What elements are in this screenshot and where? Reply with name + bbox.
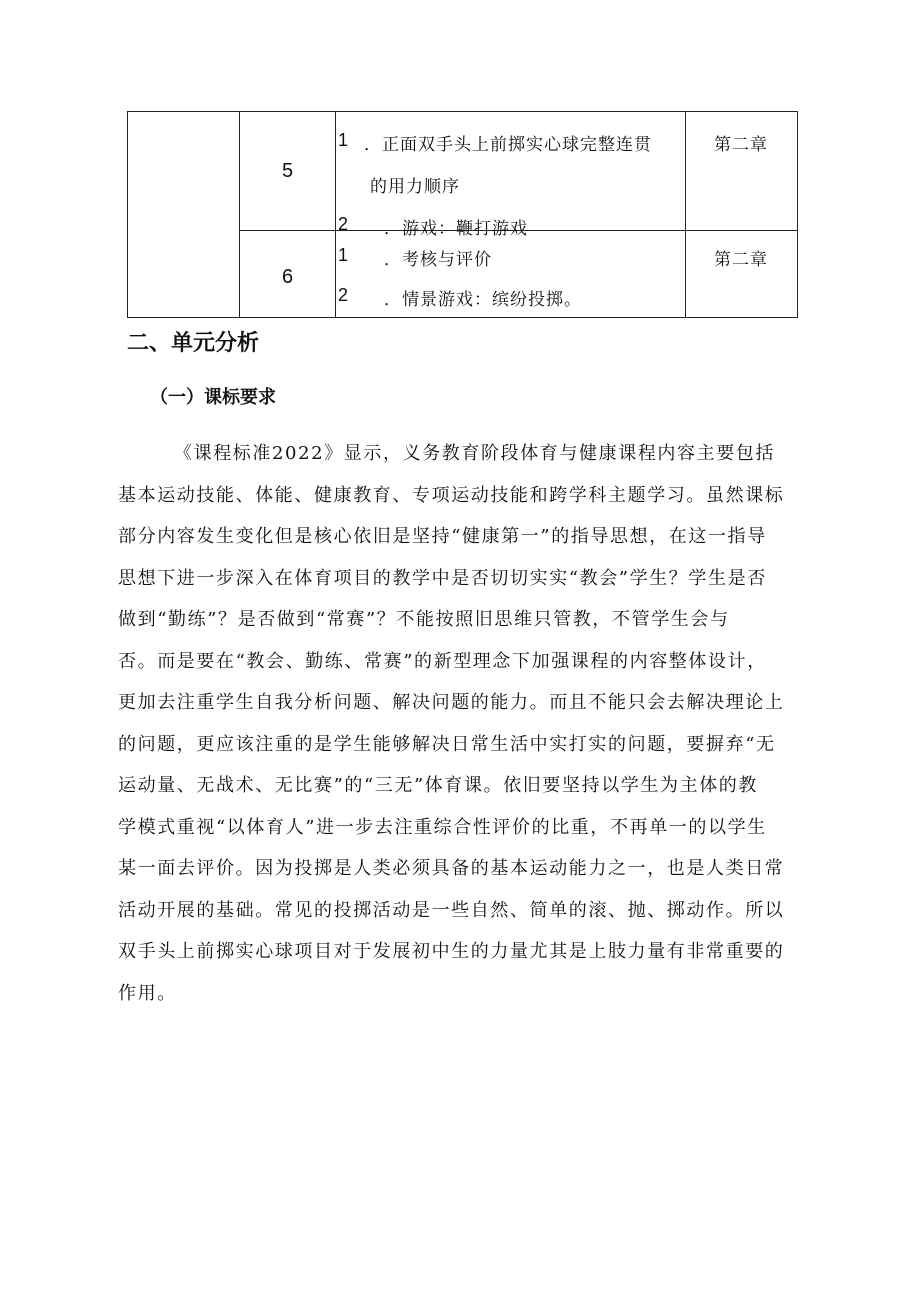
lesson-table [127, 111, 798, 318]
table-column-divider [335, 112, 336, 317]
lesson-number: 6 [282, 266, 294, 288]
lesson-number: 5 [282, 160, 294, 182]
paragraph-line: 部分内容发生变化但是核心依旧是坚持“健康第一”的指导思想，在这一指导 [118, 526, 767, 547]
paragraph-line: 作用。 [118, 982, 177, 1004]
paragraph-line: 双手头上前掷实心球项目对于发展初中生的力量尤其是上肢力量有非常重要的 [118, 941, 785, 962]
subsection-heading: （一）课标要求 [150, 387, 276, 408]
item-index: 2 [338, 214, 349, 234]
paragraph-line: 基本运动技能、体能、健康教育、专项运动技能和跨学科主题学习。虽然课标 [118, 484, 785, 506]
paragraph-line: 《课程标准2022》显示，义务教育阶段体育与健康课程内容主要包括 [174, 443, 776, 464]
item-index: 2 [338, 285, 349, 305]
paragraph-line: 的问题，更应该注重的是学生能够解决日常生活中实打实的问题，要摒弃“无 [118, 733, 776, 755]
table-column-divider [239, 112, 240, 317]
item-index: 1 [338, 245, 349, 265]
paragraph-line: 活动开展的基础。常见的投掷活动是一些自然、简单的滚、抛、掷动作。所以 [118, 899, 785, 921]
chapter-label: 第二章 [714, 250, 768, 270]
paragraph-line: 做到“勤练”？是否做到“常赛”？不能按照旧思维只管教，不管学生会与 [118, 609, 730, 630]
paragraph-line: 运动量、无战术、无比赛”的“三无”体育课。依旧要坚持以学生为主体的教 [118, 775, 759, 796]
item-text: ．正面双手头上前掷实心球完整连贯 [364, 135, 652, 155]
item-index: 1 [338, 130, 349, 150]
item-text: ．考核与评价 [384, 250, 492, 270]
body-paragraph [118, 433, 808, 1014]
chapter-label: 第二章 [714, 135, 768, 155]
item-text: 的用力顺序 [370, 177, 460, 197]
item-text: ．游戏：鞭打游戏 [384, 219, 528, 239]
paragraph-line: 更加去注重学生自我分析问题、解决问题的能力。而且不能只会去解决理论上 [118, 692, 785, 713]
table-column-divider [685, 112, 686, 317]
section-heading: 二、单元分析 [127, 331, 260, 356]
paragraph-line: 否。而是要在“教会、勤练、常赛”的新型理念下加强课程的内容整体设计， [118, 650, 767, 672]
item-text: ．情景游戏：缤纷投掷。 [384, 290, 582, 310]
paragraph-line: 思想下进一步深入在体育项目的教学中是否切切实实“教会”学生？学生是否 [118, 567, 767, 589]
paragraph-line: 某一面去评价。因为投掷是人类必须具备的基本运动能力之一，也是人类日常 [118, 858, 785, 879]
paragraph-line: 学模式重视“以体育人”进一步去注重综合性评价的比重，不再单一的以学生 [118, 816, 767, 838]
